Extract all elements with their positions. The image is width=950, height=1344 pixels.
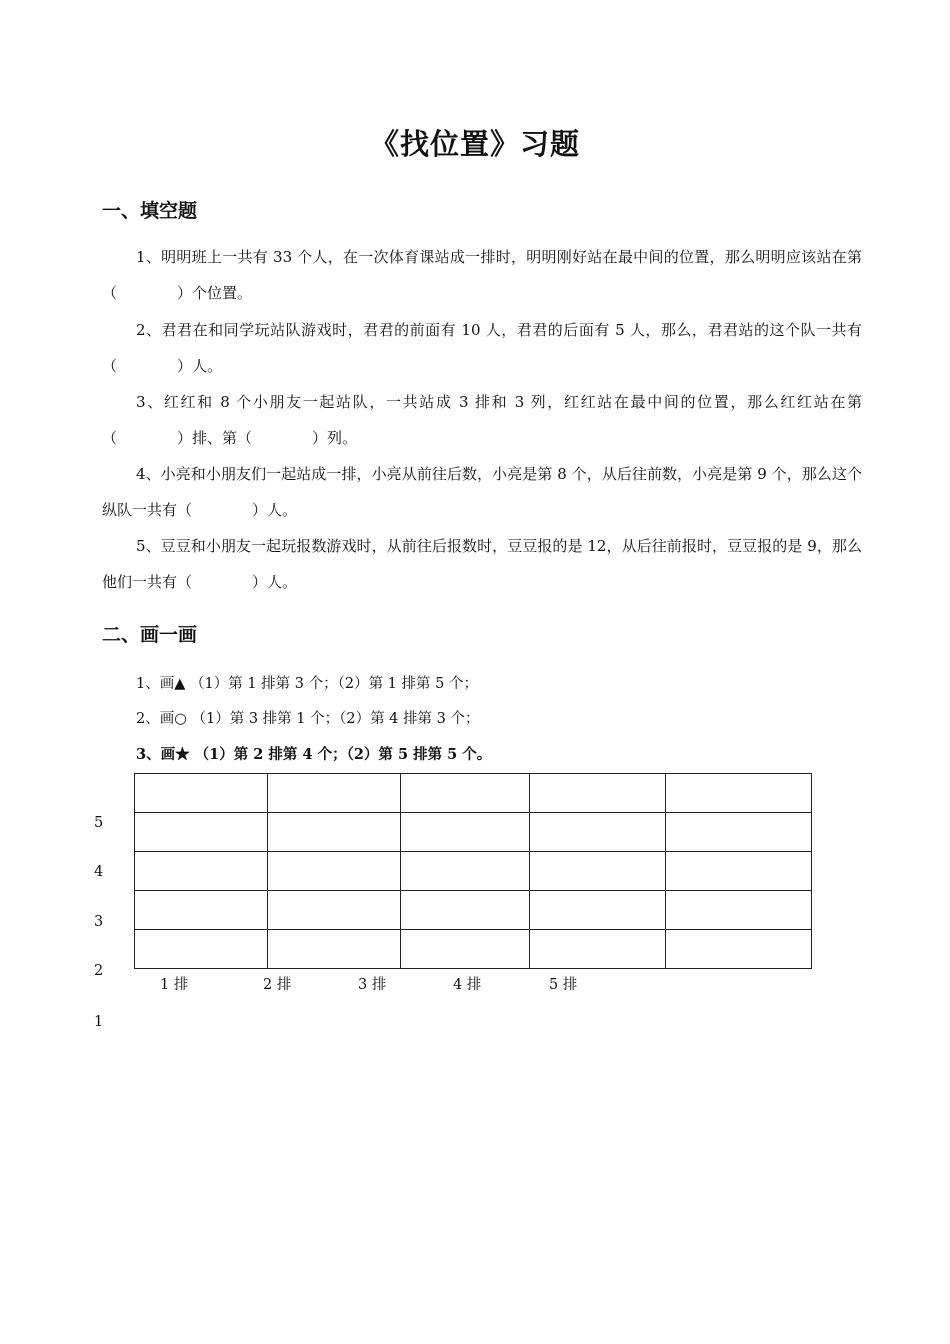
grid-cell[interactable]: [401, 930, 530, 969]
grid-cell[interactable]: [268, 930, 401, 969]
col-label-3: 3 排: [358, 977, 387, 993]
grid-cell[interactable]: [666, 930, 812, 969]
row-label-5: 5: [94, 815, 104, 831]
grid-row: [135, 852, 812, 891]
col-label-5: 5 排: [549, 977, 578, 993]
col-label-4: 4 排: [453, 977, 482, 993]
grid-cell[interactable]: [268, 852, 401, 891]
section-heading-fill-blank: 一、填空题: [102, 200, 198, 222]
grid-cell[interactable]: [401, 774, 530, 813]
grid-row: [135, 891, 812, 930]
row-label-4: 4: [94, 864, 104, 880]
col-label-2: 2 排: [263, 977, 292, 993]
section-heading-draw: 二、画一画: [102, 624, 198, 646]
question-4: 4、小亮和小朋友们一起站成一排，小亮从前往后数，小亮是第 8 个，从后往前数，小亮是第 9 个，那么这个纵队一共有（ ）人。: [102, 465, 862, 519]
row-label-1: 1: [94, 1014, 104, 1030]
col-label-1: 1 排: [160, 977, 189, 993]
question-1: 1、明明班上一共有 33 个人，在一次体育课站成一排时，明明刚好站在最中间的位置，那么明明应该站在第（ ）个位置。: [102, 248, 862, 302]
grid-row: [135, 813, 812, 852]
grid-cell[interactable]: [530, 930, 666, 969]
grid-cell[interactable]: [135, 774, 268, 813]
question-3: 3、红红和 8 个小朋友一起站队，一共站成 3 排和 3 列，红红站在最中间的位置，那么红红站在第（ ）排、第（ ）列。: [102, 393, 862, 447]
grid-cell[interactable]: [135, 813, 268, 852]
draw-item-1: 1、画▲ （1）第 1 排第 3 个；（2）第 1 排第 5 个；: [136, 676, 478, 692]
grid-cell[interactable]: [666, 891, 812, 930]
draw-item-3: 3、画★ （1）第 2 排第 4 个；（2）第 5 排第 5 个。: [136, 746, 492, 763]
grid-cell[interactable]: [530, 813, 666, 852]
grid-cell[interactable]: [666, 774, 812, 813]
grid-cell[interactable]: [135, 930, 268, 969]
grid-cell[interactable]: [530, 774, 666, 813]
question-2: 2、君君在和同学玩站队游戏时，君君的前面有 10 人，君君的后面有 5 人，那么，君君站的这个队一共有（ ）人。: [102, 321, 862, 375]
position-grid: [134, 773, 812, 969]
row-label-3: 3: [94, 914, 104, 930]
row-label-2: 2: [94, 963, 104, 979]
question-5: 5、豆豆和小朋友一起玩报数游戏时，从前往后报数时，豆豆报的是 12，从后往前报时，豆豆报的是 9，那么他们一共有（ ）人。: [102, 537, 862, 591]
grid-cell[interactable]: [268, 774, 401, 813]
grid-cell[interactable]: [401, 813, 530, 852]
grid-cell[interactable]: [666, 852, 812, 891]
grid-cell[interactable]: [268, 813, 401, 852]
grid-cell[interactable]: [135, 852, 268, 891]
grid-row: [135, 930, 812, 969]
grid-cell[interactable]: [135, 891, 268, 930]
grid-cell[interactable]: [530, 891, 666, 930]
grid-cell[interactable]: [530, 852, 666, 891]
grid-cell[interactable]: [401, 852, 530, 891]
page-title: 《找位置》习题: [369, 127, 580, 161]
grid-cell[interactable]: [401, 891, 530, 930]
grid-cell[interactable]: [666, 813, 812, 852]
grid-cell[interactable]: [268, 891, 401, 930]
draw-item-2: 2、画○ （1）第 3 排第 1 个；（2）第 4 排第 3 个；: [136, 711, 480, 727]
grid-row: [135, 774, 812, 813]
